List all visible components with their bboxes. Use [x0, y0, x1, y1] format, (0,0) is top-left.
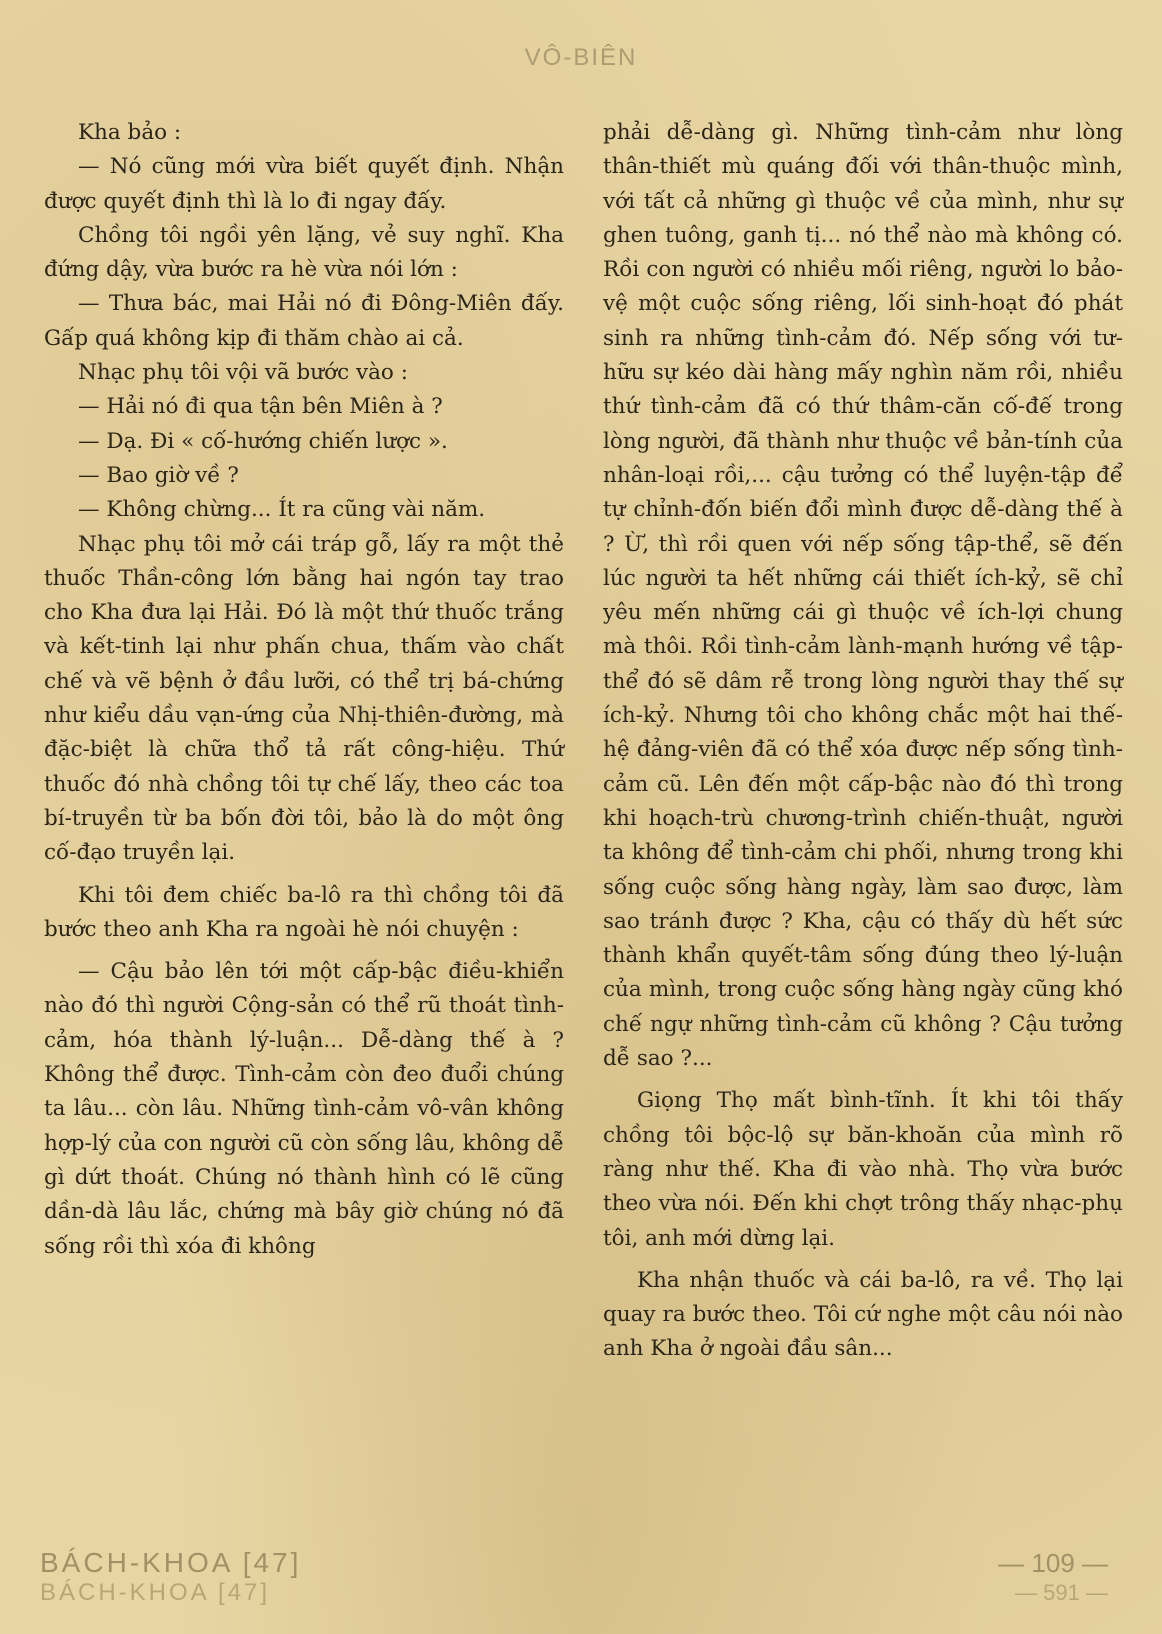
- paragraph: Chồng tôi ngồi yên lặng, vẻ suy nghĩ. Kha đứng dậy, vừa bước ra hè vừa nói lớn :: [44, 222, 564, 283]
- paragraph: — Hải nó đi qua tận bên Miên à ?: [78, 394, 443, 420]
- running-title: VÔ-BIÊN: [524, 44, 638, 71]
- paragraph: — Bao giờ về ?: [78, 462, 239, 488]
- paragraph: Nhạc phụ tôi mở cái tráp gỗ, lấy ra một thẻ thuốc Thần-công lớn bằng hai ngón tay trao cho Kha đưa lại Hải. Đó là một thứ thuốc trắng và kết-tinh lại như phấn chua, thấm vào chất chế và vẽ bệnh ở đầu lưỡi, có thể trị bá-chứng như kiểu dầu vạn-ứng của Nhị-thiên-đường, mà đặc-biệt là chữa thổ tả rất công-hiệu. Thứ thuốc đó nhà chồng tôi tự chế lấy, theo các toa bí-truyền từ ba bốn đời tôi, bảo là do một ông cố-đạo truyền lại.: [44, 531, 564, 866]
- paragraph: — Thưa bác, mai Hải nó đi Đông-Miên đấy. Gấp quá không kịp đi thăm chào ai cả.: [44, 291, 564, 351]
- paragraph: Kha bảo :: [78, 120, 182, 145]
- magazine-footer: [40, 1548, 301, 1608]
- paragraph: — Dạ. Đi « cố-hướng chiến lược ».: [78, 428, 448, 454]
- paragraph: — Cậu bảo lên tới một cấp-bậc điều-khiển nào đó thì người Cộng-sản có thể rũ thoát tình-cảm, hóa thành lý-luận... Dễ-dàng thế à ? Không thể được. Tình-cảm còn đeo đuổi chúng ta lâu... còn lâu. Những tình-cảm vô-vân không hợp-lý của con người cũ còn sống lâu, không dễ gì dứt thoát. Chúng nó thành hình có lẽ cũng dần-dà lâu lắc, chứng mà bây giờ chúng nó đã sống rồi thì xóa đi không: [44, 959, 564, 1259]
- page-number-secondary: — 591 —: [1015, 1580, 1108, 1605]
- paragraph: Khi tôi đem chiếc ba-lô ra thì chồng tôi đã bước theo anh Kha ra ngoài hè nói chuyện :: [44, 882, 564, 942]
- paragraph: — Nó cũng mới vừa biết quyết định. Nhận được quyết định thì là lo đi ngay đấy.: [44, 154, 564, 214]
- footer-title-shadow: BÁCH-KHOA [47]: [40, 1579, 271, 1606]
- right-text-column: [603, 116, 1123, 1367]
- paragraph: — Không chừng... Ít ra cũng vài năm.: [78, 497, 486, 523]
- paragraph: Kha nhận thuốc và cái ba-lô, ra về. Thọ lại quay ra bước theo. Tôi cứ nghe một câu nói nào anh Kha ở ngoài đầu sân...: [603, 1267, 1123, 1362]
- left-text-column: [44, 116, 564, 1264]
- paragraph: Giọng Thọ mất bình-tĩnh. Ít khi tôi thấy chồng tôi bộc-lộ sự băn-khoăn của mình rõ ràng như thế. Kha đi vào nhà. Thọ vừa bước theo vừa nói. Đến khi chợt trông thấy nhạc-phụ tôi, anh mới dừng lại.: [603, 1088, 1123, 1251]
- page-number-block: [998, 1548, 1108, 1608]
- paragraph: Nhạc phụ tôi vội vã bước vào :: [78, 360, 408, 386]
- footer-title: BÁCH-KHOA [47]: [40, 1547, 302, 1578]
- page-number: — 109 —: [998, 1548, 1108, 1578]
- paragraph: phải dễ-dàng gì. Những tình-cảm như lòng thân-thiết mù quáng đối với thân-thuộc mình, với tất cả những gì thuộc về của mình, như sự ghen tuông, ganh tị... nó thể nào mà không có. Rồi con người có nhiều mối riêng, người lo bảo-vệ một cuộc sống riêng, lối sinh-hoạt đó phát sinh ra những tình-cảm đó. Nếp sống với tư-hữu sự kéo dài hàng mấy nghìn năm rồi, nhiều thứ tình-cảm đã có thứ thâm-căn cố-đế trong lòng người, đã thành như thuộc về bản-tính của nhân-loại rồi,... cậu tưởng có thể luyện-tập để tự chỉnh-đốn biến đổi mình được dễ-dàng thế à ? Ừ, thì rồi quen với nếp sống tập-thể, sẽ đến lúc người ta hết những cái thiết ích-kỷ, sẽ chỉ yêu mến những cái gì thuộc về ích-lợi chung mà thôi. Rồi tình-cảm lành-mạnh hướng về tập-thể đó sẽ dâm rễ trong lòng người thay thế sự ích-kỷ. Nhưng tôi cho không chắc một hai thế-hệ đảng-viên đã có thể xóa được nếp sống tình-cảm cũ. Lên đến một cấp-bậc nào đó thì trong khi hoạch-trù chương-trình chiến-thuật, người ta không để tình-cảm chi phối, nhưng trong khi sống cuộc sống hàng ngày, làm sao được, làm sao tránh được ? Kha, cậu có thấy dù hết sức thành khẩn quyết-tâm sống đúng theo lý-luận của mình, trong cuộc sống hàng ngày cũng khó chế ngự những tình-cảm cũ không ? Cậu tưởng dễ sao ?...: [603, 120, 1123, 1072]
